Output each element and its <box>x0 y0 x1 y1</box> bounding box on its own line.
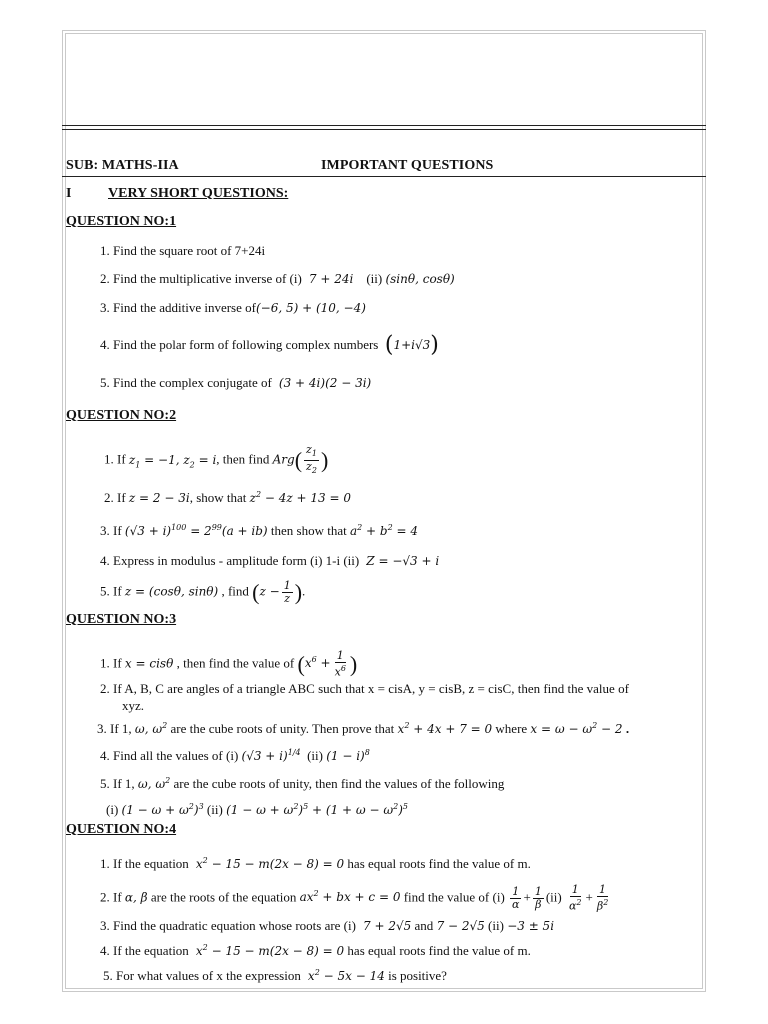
list-item <box>100 681 629 697</box>
item-text: 2. Find the multiplicative inverse of (i) <box>100 271 302 286</box>
item-text: 4. If the equation <box>100 943 189 958</box>
list-item: 4. If the equation $x^2 - 15 - m(2x - 8) = 0$ has equal roots find the value of m. <box>100 943 531 958</box>
list-item <box>100 243 265 259</box>
list-item: 3. Find the additive inverse of(−6, 5) + (10, −4) <box>100 300 366 315</box>
list-item: 1. If x = cisθ , then find the value of ($x^6$ + $\frac{1}{x^6}$ ) <box>100 649 358 679</box>
item-text: 5. If <box>100 583 122 599</box>
item-text: 3. Find the additive inverse of <box>100 300 256 315</box>
question-heading: QUESTION NO:2 <box>66 408 177 423</box>
list-item: 4. Find all the values of (i) $(√3 + i)^{1/4}$ (ii) $(1 - i)^8$ <box>100 748 370 763</box>
item-text: 1. If <box>100 655 122 671</box>
question-heading: QUESTION NO:1 <box>66 214 177 229</box>
item-text: 3. Find the quadratic equation whose roots are (i) <box>100 918 356 933</box>
document-title: IMPORTANT QUESTIONS <box>321 158 494 173</box>
header-rule <box>62 125 706 126</box>
item-text: 1. If <box>104 451 126 467</box>
item-text: 5. For what values of x the expression <box>103 968 301 983</box>
list-item: 5. If 1, ω, $\omega^2$ are the cube roots of unity, then find the values of the following <box>100 776 505 791</box>
list-item: 3. If $(√3 + i)^{100} = 2^{99}(a + ib)$ then show that $a^2 + b^2 = 4$ <box>100 523 418 538</box>
section-title: VERY SHORT QUESTIONS: <box>108 186 289 201</box>
item-text: 1. If the equation <box>100 856 189 871</box>
item-text: xyz. <box>122 698 145 713</box>
list-item: 4. Find the polar form of following complex numbers (1+i√3) <box>100 332 439 358</box>
list-item: 4. Express in modulus - amplitude form (i) 1-i (ii) Z = −√3 + i <box>100 553 440 568</box>
list-item: 5. Find the complex conjugate of (3 + 4i)(2 − 3i) <box>100 375 372 390</box>
item-text: 4. Find the polar form of following complex numbers <box>100 337 379 352</box>
list-item: 5. For what values of x the expression $x^2 - 5x - 14$ is positive? <box>103 968 447 983</box>
list-item-continuation: (i) $(1 - \omega + \omega^2)^3$ (ii) $(1 - \omega + \omega^2)^5 + (1 + \omega - \omega^2)^5$ <box>106 802 409 817</box>
list-item: 1. If $z_1 = -1$, $z_2 = i$, then find Arg( $\frac{z_1}{z_2}$ ) <box>104 443 329 476</box>
item-text: 4. Find all the values of (i) <box>100 748 239 763</box>
header-rule <box>62 129 706 130</box>
item-text: 1. Find the square root of 7+24i <box>100 243 266 258</box>
list-item: 1. If the equation $x^2 - 15 - m(2x - 8) = 0$ has equal roots find the value of m. <box>100 856 531 871</box>
item-text: are the cube roots of unity, then find the values of the following <box>173 776 505 791</box>
question-heading: QUESTION NO:3 <box>66 612 177 627</box>
item-text: 3. If 1, <box>97 721 132 736</box>
list-item: 2. If z = 2 − 3i, show that $z^2 - 4z + 13 = 0$ <box>104 490 352 505</box>
item-text: 5. If 1, <box>100 776 135 791</box>
item-text: 3. If <box>100 523 122 538</box>
page-border <box>62 30 706 992</box>
item-text: 2. If <box>100 889 122 905</box>
list-item: 5. If z = (cosθ, sinθ) , find (z − $\frac{1}{z}$ ). <box>100 579 306 605</box>
list-item: 2. If α, β are the roots of the equation $ax^2$ + bx + c = 0 find the value of (i) $\frac{1}{\alpha}$ + $\frac{1}{\beta}$ (ii) $\frac{1}{\alpha^2}$ + $\frac{1}{\beta^2}$ <box>100 883 609 913</box>
item-text: 4. Express in modulus - amplitude form (i) 1-i (ii) <box>100 553 360 568</box>
item-text: 2. If <box>104 490 126 505</box>
item-text: 2. If A, B, C are angles of a triangle ABC such that x = cisA, y = cisB, z = cisC, then find the value of <box>100 681 629 696</box>
list-item-continuation <box>122 698 144 714</box>
item-text: 5. Find the complex conjugate of <box>100 375 272 390</box>
list-item: 2. Find the multiplicative inverse of (i) 7 + 24i (ii) (sinθ, cosθ) <box>100 271 455 286</box>
question-heading: QUESTION NO:4 <box>66 822 177 837</box>
list-item: 3. Find the quadratic equation whose roots are (i) 7 + 2√5 and 7 − 2√5 (ii) −3 ± 5i <box>100 918 555 933</box>
title-rule <box>62 176 706 177</box>
list-item: 3. If 1, ω, $\omega^2$ are the cube roots of unity. Then prove that $x^2 + 4x + 7 = 0$ where $x = \omega - \omega^2 - 2$ . <box>97 721 630 736</box>
section-number: I <box>66 186 72 201</box>
subject-label: SUB: MATHS-IIA <box>66 158 179 173</box>
